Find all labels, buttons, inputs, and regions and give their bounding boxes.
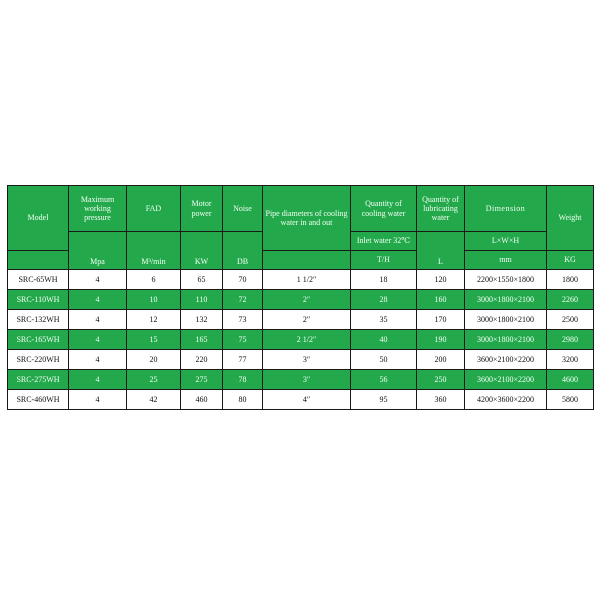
cell-power: 275 <box>181 370 223 390</box>
cell-dimension: 2200×1550×1800 <box>465 270 547 290</box>
cell-model: SRC-110WH <box>8 290 69 310</box>
header-noise: Noise <box>223 186 263 232</box>
cell-fad: 25 <box>127 370 181 390</box>
header-fad: FAD <box>127 186 181 232</box>
cell-weight: 2500 <box>547 310 594 330</box>
cell-pipe: 1 1/2″ <box>263 270 351 290</box>
cell-lub: 360 <box>417 390 465 410</box>
cell-model: SRC-132WH <box>8 310 69 330</box>
unit-fad: M³/min <box>127 232 181 270</box>
cell-weight: 3200 <box>547 350 594 370</box>
subheader-dimension-lwh: L×W×H <box>465 232 547 251</box>
cell-weight: 2980 <box>547 330 594 350</box>
cell-noise: 80 <box>223 390 263 410</box>
cell-pipe: 3″ <box>263 370 351 390</box>
table-row <box>8 370 594 390</box>
cell-pressure: 4 <box>69 310 127 330</box>
cell-weight: 2260 <box>547 290 594 310</box>
cell-fad: 6 <box>127 270 181 290</box>
unit-kw: KW <box>181 232 223 270</box>
cell-dimension: 3600×2100×2200 <box>465 350 547 370</box>
cell-cooling: 35 <box>351 310 417 330</box>
header-cooling-water: Quantity of cooling water <box>351 186 417 232</box>
unit-kg: KG <box>547 251 594 270</box>
table-row <box>8 390 594 410</box>
cell-lub: 250 <box>417 370 465 390</box>
header-motor-power: Motor power <box>181 186 223 232</box>
header-pipe-diameters: Pipe diameters of cooling water in and out <box>263 186 351 251</box>
cell-dimension: 3000×1800×2100 <box>465 310 547 330</box>
cell-weight: 5800 <box>547 390 594 410</box>
cell-model: SRC-165WH <box>8 330 69 350</box>
table-row <box>8 270 594 290</box>
table-row <box>8 290 594 310</box>
cell-noise: 72 <box>223 290 263 310</box>
cell-power: 165 <box>181 330 223 350</box>
cell-noise: 70 <box>223 270 263 290</box>
header-lubricating-water: Quantity of lubricating water <box>417 186 465 232</box>
cell-pipe: 2 1/2″ <box>263 330 351 350</box>
cell-pipe: 3″ <box>263 350 351 370</box>
unit-th: T/H <box>351 251 417 270</box>
cell-cooling: 18 <box>351 270 417 290</box>
cell-noise: 77 <box>223 350 263 370</box>
unit-l: L <box>417 232 465 270</box>
header-model: Model <box>8 186 69 251</box>
cell-cooling: 28 <box>351 290 417 310</box>
cell-pressure: 4 <box>69 350 127 370</box>
cell-fad: 15 <box>127 330 181 350</box>
cell-power: 65 <box>181 270 223 290</box>
subheader-inlet-water: Inlet water 32℃ <box>351 232 417 251</box>
cell-pipe: 4″ <box>263 390 351 410</box>
cell-noise: 75 <box>223 330 263 350</box>
table-row <box>8 310 594 330</box>
cell-model: SRC-460WH <box>8 390 69 410</box>
spec-table <box>7 185 594 410</box>
cell-lub: 170 <box>417 310 465 330</box>
cell-fad: 10 <box>127 290 181 310</box>
cell-noise: 78 <box>223 370 263 390</box>
cell-model: SRC-275WH <box>8 370 69 390</box>
cell-noise: 73 <box>223 310 263 330</box>
cell-lub: 190 <box>417 330 465 350</box>
header-dimension: Dimension <box>465 186 547 232</box>
unit-db: DB <box>223 232 263 270</box>
cell-weight: 1800 <box>547 270 594 290</box>
cell-power: 220 <box>181 350 223 370</box>
cell-pressure: 4 <box>69 330 127 350</box>
header-weight: Weight <box>547 186 594 251</box>
cell-pressure: 4 <box>69 370 127 390</box>
cell-power: 460 <box>181 390 223 410</box>
unit-model-blank <box>8 251 69 270</box>
cell-lub: 120 <box>417 270 465 290</box>
cell-power: 132 <box>181 310 223 330</box>
header-row <box>8 186 594 232</box>
cell-pipe: 2″ <box>263 290 351 310</box>
cell-model: SRC-220WH <box>8 350 69 370</box>
cell-cooling: 56 <box>351 370 417 390</box>
table-row <box>8 350 594 370</box>
cell-fad: 12 <box>127 310 181 330</box>
cell-dimension: 3000×1800×2100 <box>465 290 547 310</box>
cell-pressure: 4 <box>69 270 127 290</box>
cell-power: 110 <box>181 290 223 310</box>
cell-fad: 20 <box>127 350 181 370</box>
cell-fad: 42 <box>127 390 181 410</box>
unit-pipe-blank <box>263 251 351 270</box>
cell-weight: 4600 <box>547 370 594 390</box>
cell-cooling: 40 <box>351 330 417 350</box>
unit-mm: mm <box>465 251 547 270</box>
cell-lub: 160 <box>417 290 465 310</box>
cell-pressure: 4 <box>69 290 127 310</box>
cell-lub: 200 <box>417 350 465 370</box>
cell-pipe: 2″ <box>263 310 351 330</box>
cell-model: SRC-65WH <box>8 270 69 290</box>
cell-cooling: 50 <box>351 350 417 370</box>
cell-pressure: 4 <box>69 390 127 410</box>
cell-dimension: 3000×1800×2100 <box>465 330 547 350</box>
header-max-pressure: Maximum working pressure <box>69 186 127 232</box>
cell-dimension: 4200×3600×2200 <box>465 390 547 410</box>
table-row <box>8 330 594 350</box>
cell-dimension: 3600×2100×2200 <box>465 370 547 390</box>
cell-cooling: 95 <box>351 390 417 410</box>
unit-mpa: Mpa <box>69 232 127 270</box>
